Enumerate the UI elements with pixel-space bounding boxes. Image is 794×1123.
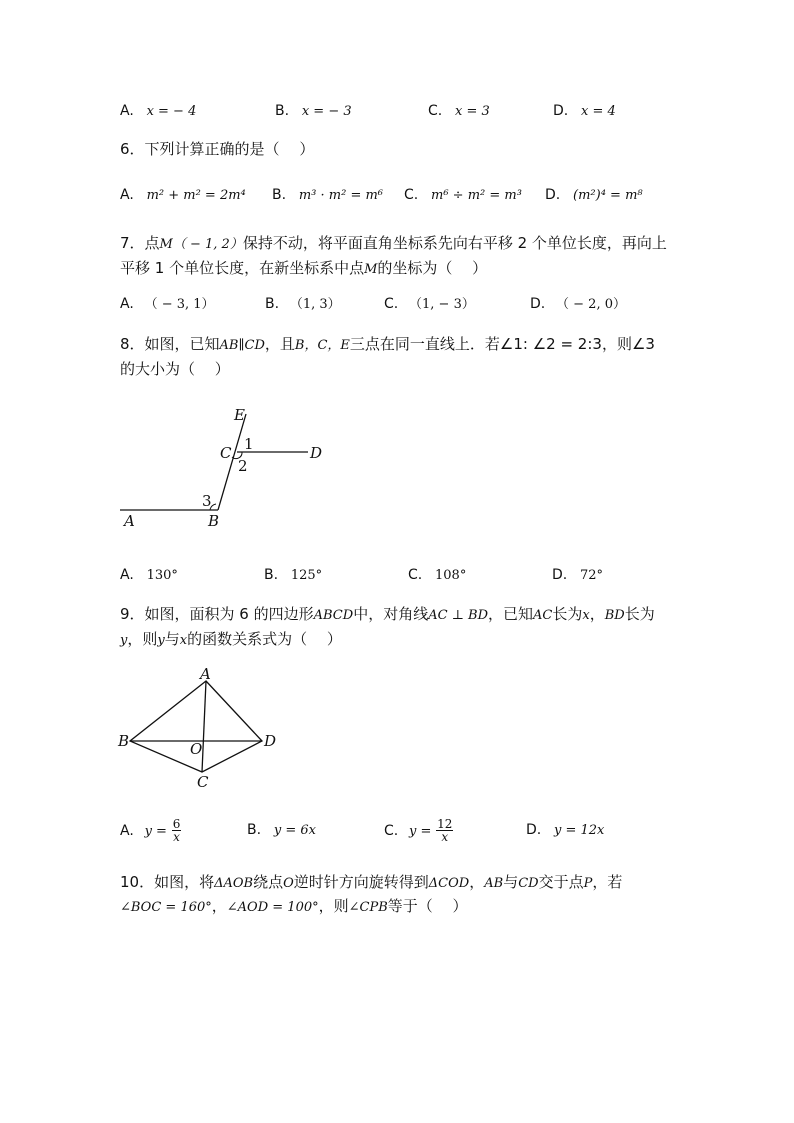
q6-option-d[interactable]: D. (m²)⁴ = m⁸ (545, 187, 643, 203)
angle-label-3: 3 (202, 492, 212, 510)
q7-stem-line1: 7．点M（ − 1, 2）保持不动，将平面直角坐标系先向右平移 2 个单位长度，再向上 (120, 234, 667, 252)
label-c: C (197, 773, 209, 791)
label-d: D (310, 444, 323, 462)
q9-figure (110, 664, 290, 794)
q6-option-a[interactable]: A. m² + m² = 2m⁴ (120, 187, 246, 203)
label-o: O (190, 740, 203, 758)
q9-option-b[interactable]: B. y = 6x (247, 822, 316, 838)
q8-option-a[interactable]: A. 130° (120, 567, 178, 583)
label-e: E (234, 406, 245, 424)
q5-option-c[interactable]: C. x = 3 (428, 103, 490, 119)
q6-option-b[interactable]: B. m³ · m² = m⁶ (272, 187, 384, 203)
angle-label-2: 2 (238, 457, 248, 475)
diagonal-ac (202, 681, 206, 772)
q5-option-d[interactable]: D. x = 4 (553, 103, 616, 119)
label-b: B (118, 732, 130, 750)
label-a: A (124, 512, 135, 530)
q9-stem-line1: 9．如图，面积为 6 的四边形ABCD中，对角线AC ⊥ BD，已知AC长为x，BD长为 (120, 605, 655, 623)
label-d: D (264, 732, 277, 750)
q7-option-b[interactable]: B. （1, 3） (265, 296, 341, 312)
angle-label-1: 1 (244, 435, 254, 453)
q8-option-d[interactable]: D. 72° (552, 567, 604, 583)
q9-option-a[interactable]: A. y = $\frac{6}{x}$ (120, 817, 181, 844)
q8-stem-line1: 8．如图，已知AB∥CD，且B，C，E三点在同一直线上．若∠1: ∠2 = 2:3，则∠3 (120, 335, 655, 353)
q9-option-c[interactable]: C. y = $\frac{12}{x}$ (384, 817, 453, 844)
q10-stem-line1: 10．如图，将ΔAOB绕点O逆时针方向旋转得到ΔCOD，AB与CD交于点P，若 (120, 873, 623, 891)
q8-stem-line2: 的大小为（ ） (120, 360, 230, 378)
fraction: $\frac{6}{x}$ (172, 817, 181, 844)
q10-stem-line2: ∠BOC = 160°，∠AOD = 100°，则∠CPB等于（ ） (120, 897, 468, 915)
q9-option-d[interactable]: D. y = 12x (526, 822, 605, 838)
label-a: A (200, 665, 211, 683)
q7-option-a[interactable]: A. （ − 3, 1） (120, 296, 215, 312)
q6-stem: 6．下列计算正确的是（ ） (120, 140, 315, 158)
q5-option-b[interactable]: B. x = − 3 (275, 103, 352, 119)
q8-figure (110, 400, 340, 535)
quadrilateral-abcd (130, 681, 262, 772)
q8-option-b[interactable]: B. 125° (264, 567, 323, 583)
q7-stem-line2: 平移 1 个单位长度，在新坐标系中点M的坐标为（ ） (120, 259, 488, 277)
q9-stem-line2: y，则y与x的函数关系式为（ ） (120, 630, 342, 648)
q7-option-d[interactable]: D. （ − 2, 0） (530, 296, 626, 312)
fraction: $\frac{12}{x}$ (437, 817, 453, 844)
q6-option-c[interactable]: C. m⁶ ÷ m² = m³ (404, 187, 522, 203)
q8-option-c[interactable]: C. 108° (408, 567, 467, 583)
q5-option-a[interactable]: A. x = − 4 (120, 103, 197, 119)
label-b: B (208, 512, 220, 530)
label-c: C (220, 444, 232, 462)
q7-option-c[interactable]: C. （1, − 3） (384, 296, 475, 312)
